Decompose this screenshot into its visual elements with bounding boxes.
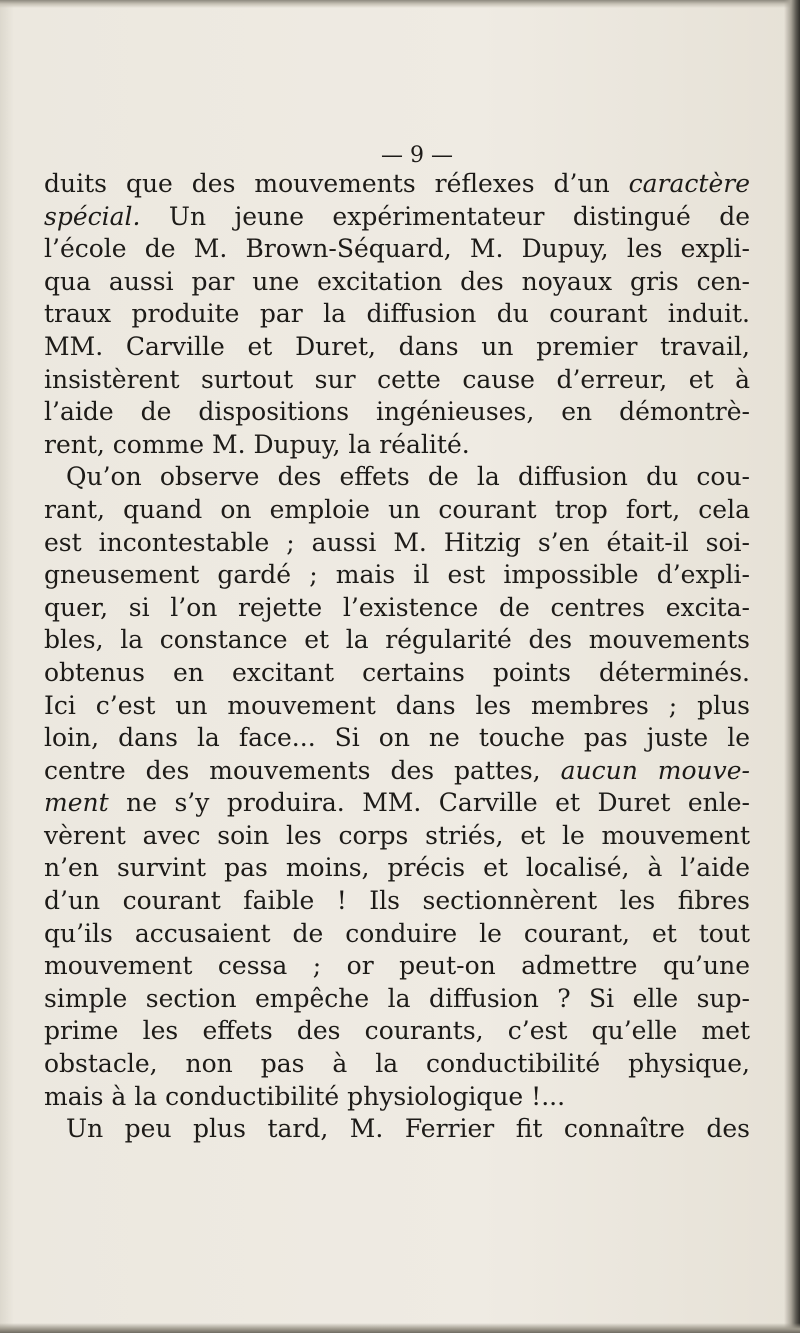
page-top-edge (0, 0, 800, 8)
text-run: qu’ils accusaient de conduire le courant, et tout (44, 918, 750, 948)
text-line (44, 233, 750, 266)
text-line (44, 1113, 750, 1146)
text-run: MM. Carville et Duret, dans un premier travail, (44, 331, 750, 361)
text-line (44, 298, 750, 331)
text-line (44, 1081, 750, 1114)
text-run: Un jeune expérimentateur distingué de (140, 201, 750, 231)
text-line (44, 1048, 750, 1081)
text-line (44, 461, 750, 494)
text-run: est incontestable ; aussi M. Hitzig s’en était-il soi- (44, 527, 750, 557)
italic-text: spécial. (44, 201, 141, 231)
text-line (44, 690, 750, 723)
text-line (44, 918, 750, 951)
page-bottom-edge (0, 1323, 800, 1333)
text-line (44, 559, 750, 592)
text-run: ne s’y produira. MM. Carville et Duret enle- (108, 788, 750, 818)
text-run: Un peu plus tard, M. Ferrier fit connaître des (66, 1114, 750, 1144)
text-run: d’un courant faible ! Ils sectionnèrent les fibres (44, 886, 750, 916)
text-run: gneusement gardé ; mais il est impossible d’expli- (44, 560, 750, 590)
text-line (44, 787, 750, 820)
text-line (44, 657, 750, 690)
text-line (44, 1015, 750, 1048)
italic-text: aucun mouve- (560, 755, 750, 785)
text-line (44, 266, 750, 299)
text-run: Qu’on observe des effets de la diffusion du cou- (66, 462, 750, 492)
text-line (44, 755, 750, 788)
text-line (44, 201, 750, 234)
text-run: duits que des mouvements réflexes d’un (44, 169, 629, 198)
book-binding-edge (784, 0, 800, 1333)
text-line (44, 331, 750, 364)
italic-text: ment (44, 788, 109, 818)
text-line (44, 364, 750, 397)
text-run: quer, si l’on rejette l’existence de centres excita- (44, 592, 750, 622)
text-line (44, 624, 750, 657)
text-run: obtenus en excitant certains points déterminés. (44, 657, 750, 687)
text-line (44, 820, 750, 853)
text-run: l’école de M. Brown-Séquard, M. Dupuy, les expli- (44, 234, 750, 264)
text-lines (44, 168, 750, 1146)
text-run: insistèrent surtout sur cette cause d’erreur, et à (44, 364, 750, 394)
page-number: — 9 — (381, 143, 453, 168)
text-line (44, 527, 750, 560)
body-text (44, 138, 750, 1146)
text-line (44, 722, 750, 755)
text-run: loin, dans la face... Si on ne touche pas juste le (44, 723, 750, 753)
text-run: traux produite par la diffusion du courant induit. (44, 299, 750, 329)
text-line (44, 885, 750, 918)
text-run: simple section empêche la diffusion ? Si elle sup- (44, 983, 750, 1013)
text-run: prime les effets des courants, c’est qu’elle met (44, 1016, 750, 1046)
text-run: vèrent avec soin les corps striés, et le mouvement (44, 820, 750, 850)
text-line (44, 429, 750, 462)
text-line (44, 852, 750, 885)
text-run: mais à la conductibilité physiologique !... (44, 1081, 566, 1111)
text-run: Ici c’est un mouvement dans les membres ; plus (44, 690, 750, 720)
text-line (44, 396, 750, 429)
text-run: mouvement cessa ; or peut-on admettre qu’une (44, 951, 750, 981)
text-run: qua aussi par une excitation des noyaux gris cen- (44, 266, 750, 296)
text-run: l’aide de dispositions ingénieuses, en démontrè- (44, 397, 750, 427)
text-line (44, 168, 750, 201)
text-run: rent, comme M. Dupuy, la réalité. (44, 429, 470, 459)
text-line (44, 950, 750, 983)
text-line (44, 983, 750, 1016)
text-run: centre des mouvements des pattes, (44, 755, 561, 785)
text-line (44, 494, 750, 527)
text-line (44, 592, 750, 625)
text-run: n’en survint pas moins, précis et localisé, à l’aide (44, 853, 750, 883)
text-run: bles, la constance et la régularité des mouvements (44, 625, 750, 655)
text-run: obstacle, non pas à la conductibilité physique, (44, 1049, 750, 1079)
italic-text: caractère (628, 169, 750, 198)
text-run: rant, quand on emploie un courant trop fort, cela (44, 494, 750, 524)
